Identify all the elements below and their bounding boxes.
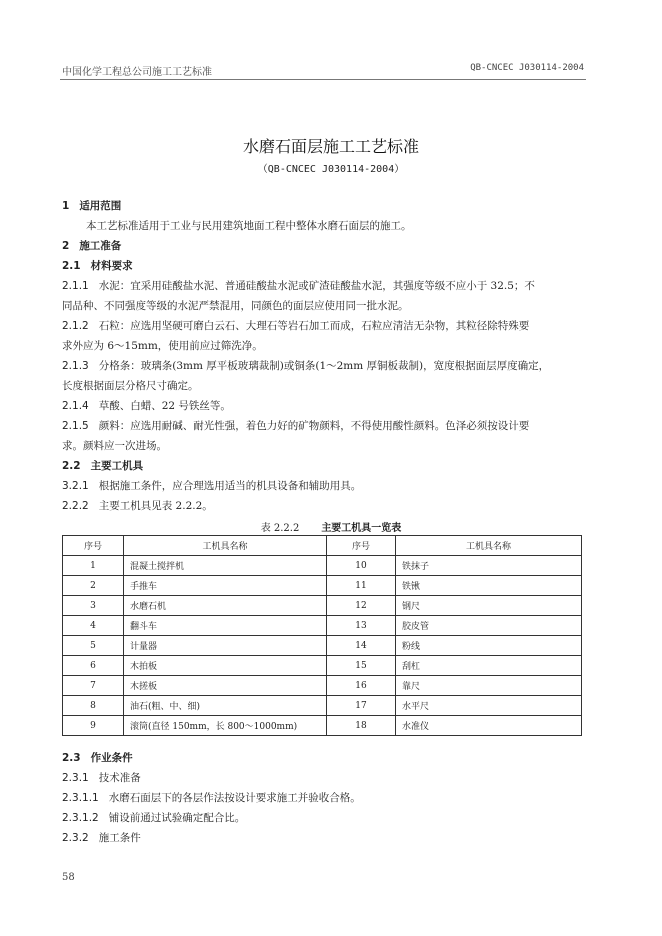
header-cell: 序号	[63, 536, 124, 556]
table-cell: 13	[327, 616, 396, 636]
tools-table	[62, 535, 582, 736]
table-cell: 水平尺	[396, 696, 582, 716]
clause-2-1-2-line1: 2.1.2 石粒：应选用坚硬可磨白云石、大理石等岩石加工而成，石粒应清洁无杂物，其粒径除特殊要	[62, 320, 530, 332]
table-row	[63, 636, 582, 656]
table-cell: 刮杠	[396, 656, 582, 676]
table-cell: 翻斗车	[124, 616, 327, 636]
table-cell: 靠尺	[396, 676, 582, 696]
clause-2-3-1: 2.3.1 技术准备	[62, 772, 141, 784]
header-cell: 工机具名称	[124, 536, 327, 556]
table-row	[63, 676, 582, 696]
section-heading-2-1: 2.1 材料要求	[62, 260, 133, 272]
table-cell: 1	[63, 556, 124, 576]
clause-2-1-3-line1: 2.1.3 分格条：玻璃条(3mm 厚平板玻璃裁制)或铜条(1～2mm 厚铜板裁制)，宽度根据面层厚度确定，	[62, 360, 550, 372]
table-cell: 18	[327, 716, 396, 736]
table-cell: 9	[63, 716, 124, 736]
table-row	[63, 616, 582, 636]
table-cell: 16	[327, 676, 396, 696]
table-cell: 滚筒(直径 150mm，长 800～1000mm)	[124, 716, 327, 736]
table-cell: 铁锹	[396, 576, 582, 596]
table-cell: 粉线	[396, 636, 582, 656]
table-cell: 6	[63, 656, 124, 676]
document-title: 水磨石面层施工工艺标准	[242, 137, 419, 156]
section-heading-2: 2 施工准备	[62, 240, 122, 252]
table-cell: 钢尺	[396, 596, 582, 616]
document-subtitle: （QB-CNCEC J030114-2004）	[257, 164, 405, 175]
table-cell: 混凝土搅拌机	[124, 556, 327, 576]
table-cell: 3	[63, 596, 124, 616]
table-number: 表 2.2.2	[260, 523, 300, 534]
section-heading-2-2: 2.2 主要工机具	[62, 460, 144, 472]
table-cell: 木拍板	[124, 656, 327, 676]
table-row	[63, 596, 582, 616]
table-cell: 计量器	[124, 636, 327, 656]
header-rule	[60, 79, 586, 80]
table-cell: 5	[63, 636, 124, 656]
body-lower	[62, 748, 584, 848]
page-number: 58	[62, 872, 75, 883]
table-cell: 11	[327, 576, 396, 596]
clause-2-1-1-line2: 同品种、不同强度等级的水泥严禁混用，同颜色的面层应使用同一批水泥。	[62, 300, 409, 312]
table-cell: 12	[327, 596, 396, 616]
table-cell: 木搓板	[124, 676, 327, 696]
table-cell: 水磨石机	[124, 596, 327, 616]
table-cell: 水准仪	[396, 716, 582, 736]
table-cell: 手推车	[124, 576, 327, 596]
clause-2-1-5-line2: 求。颜料应一次进场。	[62, 440, 167, 452]
table-cell: 8	[63, 696, 124, 716]
section-heading-2-3: 2.3 作业条件	[62, 752, 133, 764]
table-cell: 铁抹子	[396, 556, 582, 576]
table-cell: 10	[327, 556, 396, 576]
running-header-right: QB-CNCEC J030114-2004	[470, 63, 584, 73]
clause-2-1-3-line2: 长度根据面层分格尺寸确定。	[62, 380, 199, 392]
clause-2-1-2-line2: 求外应为 6～15mm，使用前应过筛洗净。	[62, 340, 263, 352]
clause-2-1-4: 2.1.4 草酸、白蜡、22 号铁丝等。	[62, 400, 231, 412]
table-cell: 油石(粗、中、细)	[124, 696, 327, 716]
table-cell: 14	[327, 636, 396, 656]
clause-2-1-1-line1: 2.1.1 水泥：宜采用硅酸盐水泥、普通硅酸盐水泥或矿渣硅酸盐水泥，其强度等级不应小于 32.5；不	[62, 280, 535, 292]
running-header-left: 中国化学工程总公司施工工艺标准	[62, 67, 212, 78]
table-row	[63, 716, 582, 736]
table-cell: 4	[63, 616, 124, 636]
table-row	[63, 576, 582, 596]
section-heading-1: 1 适用范围	[62, 200, 122, 212]
table-cell: 7	[63, 676, 124, 696]
clause-2-3-1-2: 2.3.1.2 铺设前通过试验确定配合比。	[62, 812, 246, 824]
header-cell: 工机具名称	[396, 536, 582, 556]
table-cell: 胶皮管	[396, 616, 582, 636]
body-upper	[62, 196, 584, 516]
table-row	[63, 696, 582, 716]
clause-3-2-1: 3.2.1 根据施工条件，应合理选用适当的机具设备和辅助用具。	[62, 480, 362, 492]
table-row	[63, 556, 582, 576]
table-header-row	[63, 536, 582, 556]
table-cell: 2	[63, 576, 124, 596]
table-caption	[0, 519, 662, 534]
header-cell: 序号	[327, 536, 396, 556]
table-row	[63, 656, 582, 676]
clause-2-1-5-line1: 2.1.5 颜料：应选用耐碱、耐光性强，着色力好的矿物颜料，不得使用酸性颜料。色泽必须按设计要	[62, 420, 530, 432]
table-cell: 17	[327, 696, 396, 716]
paragraph-scope: 本工艺标准适用于工业与民用建筑地面工程中整体水磨石面层的施工。	[86, 220, 412, 232]
clause-2-2-2: 2.2.2 主要工机具见表 2.2.2。	[62, 500, 213, 512]
clause-2-3-1-1: 2.3.1.1 水磨石面层下的各层作法按设计要求施工并验收合格。	[62, 792, 361, 804]
clause-2-3-2: 2.3.2 施工条件	[62, 832, 141, 844]
table-title: 主要工机具一览表	[321, 523, 402, 534]
table-cell: 15	[327, 656, 396, 676]
